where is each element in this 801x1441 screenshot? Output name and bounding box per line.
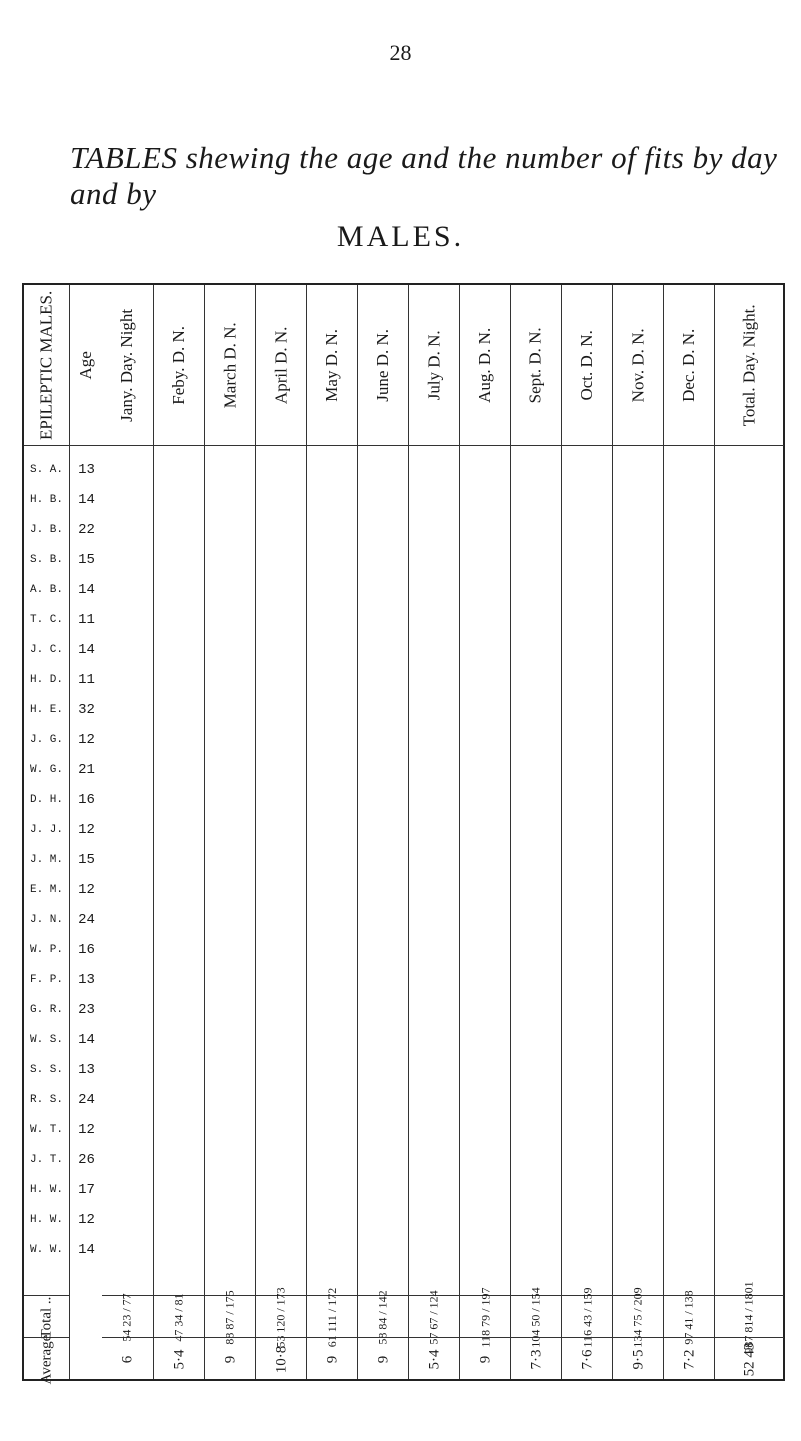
month-header: March D. N. bbox=[220, 322, 240, 408]
month-average: 9 bbox=[205, 1337, 256, 1380]
patient-age: 14 bbox=[78, 642, 95, 658]
patient-name: E. M. bbox=[29, 884, 63, 896]
month-total bbox=[307, 1287, 358, 1347]
patient-name: J. G. bbox=[29, 734, 63, 746]
month-header: Aug. D. N. bbox=[475, 327, 495, 403]
month-average: 5·4 bbox=[409, 1337, 460, 1380]
average-label: Average bbox=[38, 1334, 54, 1384]
patient-name: A. B. bbox=[29, 584, 63, 596]
month-header: May D. N. bbox=[322, 328, 342, 402]
patient-age: 13 bbox=[78, 462, 95, 478]
total-header: Total. Day. Night. bbox=[739, 304, 759, 426]
grand-average: 52 43 bbox=[715, 1337, 784, 1380]
patient-name: R. S. bbox=[29, 1094, 63, 1106]
grand-total: 987 814 / 1801 bbox=[715, 1295, 784, 1338]
month-header: Sept. D. N. bbox=[526, 326, 546, 404]
month-column bbox=[204, 285, 256, 1379]
patient-age: 12 bbox=[78, 822, 95, 838]
patient-age: 11 bbox=[78, 672, 95, 688]
month-header: June D. N. bbox=[373, 328, 393, 402]
patient-name: H. B. bbox=[29, 494, 63, 506]
month-total bbox=[460, 1287, 511, 1347]
patient-age: 15 bbox=[78, 852, 95, 868]
patient-age: 17 bbox=[78, 1182, 95, 1198]
patient-name: J. J. bbox=[29, 824, 63, 836]
month-column bbox=[153, 285, 205, 1379]
month-total bbox=[613, 1286, 664, 1348]
month-total-values: 88 87 / 175 bbox=[223, 1289, 237, 1345]
patient-name: S. B. bbox=[29, 554, 63, 566]
month-average: 9 bbox=[460, 1337, 511, 1380]
month-total-values: 104 50 / 154 bbox=[529, 1286, 543, 1348]
patient-age: 11 bbox=[78, 612, 95, 628]
patient-age: 24 bbox=[78, 912, 95, 928]
month-total bbox=[511, 1286, 562, 1348]
patient-name: J. N. bbox=[29, 914, 63, 926]
patient-name: H. W. bbox=[29, 1184, 63, 1196]
month-average: 7·6 bbox=[562, 1337, 613, 1380]
page-number: 28 bbox=[389, 40, 412, 65]
patient-name: D. H. bbox=[29, 794, 63, 806]
month-total bbox=[358, 1289, 409, 1345]
month-total bbox=[664, 1289, 715, 1345]
patient-name: H. W. bbox=[29, 1214, 63, 1226]
total-column bbox=[714, 285, 784, 1379]
patient-name: F. P. bbox=[29, 974, 63, 986]
month-header: Jany. Day. Night bbox=[117, 308, 137, 422]
month-average: 6 bbox=[102, 1337, 153, 1380]
patient-age: 23 bbox=[78, 1002, 95, 1018]
patient-age: 12 bbox=[78, 732, 95, 748]
month-column bbox=[510, 285, 562, 1379]
patient-name: J. T. bbox=[29, 1154, 63, 1166]
patient-name: W. W. bbox=[29, 1244, 63, 1256]
month-average: 9·5 bbox=[613, 1337, 664, 1380]
month-column bbox=[408, 285, 460, 1379]
patient-name: W. S. bbox=[29, 1034, 63, 1046]
month-header: Dec. D. N. bbox=[679, 328, 699, 402]
patient-age: 26 bbox=[78, 1152, 95, 1168]
month-total-values: 58 84 / 142 bbox=[376, 1289, 390, 1345]
month-total-values: 54 23 / 77 bbox=[120, 1292, 134, 1342]
month-total-values: 97 41 / 138 bbox=[682, 1289, 696, 1345]
patient-age: 15 bbox=[78, 552, 95, 568]
table-title: TABLES shewing the age and the number of fits by day and by bbox=[70, 140, 778, 211]
names-column bbox=[24, 285, 69, 1384]
patient-name: J. C. bbox=[29, 644, 63, 656]
patient-age: 24 bbox=[78, 1092, 95, 1108]
month-total bbox=[205, 1289, 256, 1345]
patient-age: 14 bbox=[78, 1242, 95, 1258]
month-total-values: 61 111 / 172 bbox=[325, 1287, 340, 1347]
month-column bbox=[102, 285, 153, 1379]
month-average: 7·3 bbox=[511, 1337, 562, 1380]
patient-age: 12 bbox=[78, 1212, 95, 1228]
patient-age: 13 bbox=[78, 972, 95, 988]
month-column bbox=[561, 285, 613, 1379]
patient-age: 32 bbox=[78, 702, 95, 718]
patient-age: 16 bbox=[78, 792, 95, 808]
month-total-values: 116 43 / 159 bbox=[580, 1287, 595, 1347]
month-average: 9 bbox=[358, 1337, 409, 1380]
patient-age: 14 bbox=[78, 492, 95, 508]
month-header: Feby. D. N. bbox=[169, 325, 189, 405]
month-total bbox=[256, 1286, 307, 1348]
patient-name: S. A. bbox=[29, 464, 63, 476]
month-total bbox=[102, 1292, 153, 1342]
patient-name: H. E. bbox=[29, 704, 63, 716]
patient-age: 12 bbox=[78, 1122, 95, 1138]
patient-name: W. G. bbox=[29, 764, 63, 776]
month-column bbox=[663, 285, 715, 1379]
age-header: Age bbox=[76, 350, 96, 380]
month-average: 9 bbox=[307, 1337, 358, 1380]
patient-age: 21 bbox=[78, 762, 95, 778]
patient-name: W. P. bbox=[29, 944, 63, 956]
patient-age: 22 bbox=[78, 522, 95, 538]
month-average: 5·4 bbox=[154, 1337, 205, 1380]
table-subtitle: MALES. bbox=[336, 220, 465, 253]
month-header: Nov. D. N. bbox=[628, 328, 648, 402]
patient-age: 16 bbox=[78, 942, 95, 958]
patient-name: S. S. bbox=[29, 1064, 63, 1076]
patient-name: J. M. bbox=[29, 854, 63, 866]
month-header: Oct. D. N. bbox=[577, 329, 597, 401]
month-total-values: 53 120 / 173 bbox=[274, 1286, 288, 1348]
patient-name: T. C. bbox=[29, 614, 63, 626]
month-total bbox=[154, 1292, 205, 1342]
month-total-values: 57 67 / 124 bbox=[427, 1289, 441, 1345]
month-total bbox=[562, 1287, 613, 1347]
patient-name: G. R. bbox=[29, 1004, 63, 1016]
fits-table bbox=[22, 283, 785, 1384]
month-column bbox=[612, 285, 664, 1379]
month-total-values: 134 75 / 209 bbox=[631, 1286, 645, 1348]
month-column bbox=[459, 285, 511, 1379]
month-column bbox=[306, 285, 358, 1379]
names-header: EPILEPTIC MALES. bbox=[36, 290, 56, 440]
month-header: April D. N. bbox=[271, 326, 291, 404]
month-total-values: 47 34 / 81 bbox=[172, 1292, 186, 1342]
month-total bbox=[409, 1289, 460, 1345]
month-header: July D. N. bbox=[424, 330, 444, 400]
patient-age: 13 bbox=[78, 1062, 95, 1078]
total-label: Total .. bbox=[37, 1296, 54, 1338]
patient-name: J. B. bbox=[29, 524, 63, 536]
month-average: 10·8 bbox=[256, 1337, 307, 1380]
age-column bbox=[69, 285, 103, 1379]
month-total-values: 118 79 / 197 bbox=[478, 1287, 493, 1347]
patient-name: W. T. bbox=[29, 1124, 63, 1136]
patient-age: 14 bbox=[78, 582, 95, 598]
month-column bbox=[255, 285, 307, 1379]
month-column bbox=[357, 285, 409, 1379]
patient-name: H. D. bbox=[29, 674, 63, 686]
patient-age: 14 bbox=[78, 1032, 95, 1048]
month-average: 7·2 bbox=[664, 1337, 715, 1380]
patient-age: 12 bbox=[78, 882, 95, 898]
